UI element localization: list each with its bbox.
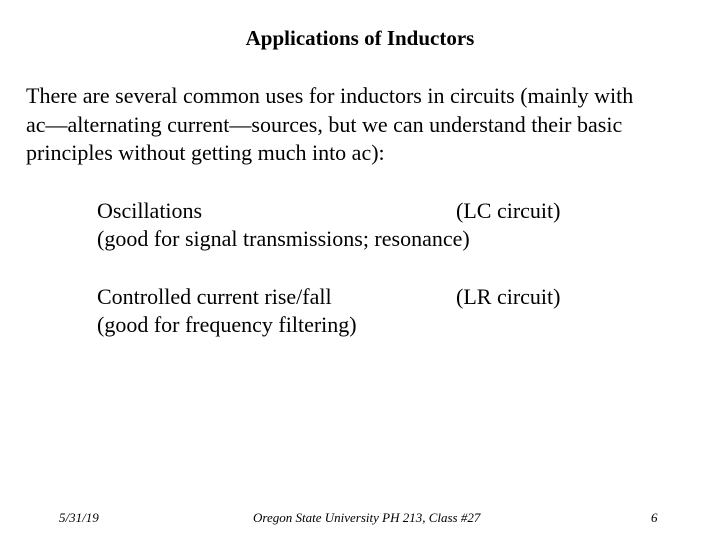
application-note: (good for frequency filtering) — [97, 312, 357, 337]
slide-title: Applications of Inductors — [245, 26, 475, 50]
application-name: Oscillations — [97, 198, 203, 223]
application-row — [97, 283, 697, 311]
application-note: (good for signal transmissions; resonance) — [97, 226, 470, 251]
application-circuit: (LR circuit) — [456, 284, 561, 309]
application-row — [97, 197, 697, 225]
intro-line: There are several common uses for inductors in circuits (mainly with — [26, 83, 634, 108]
application-item-oscillations — [97, 197, 697, 253]
footer-course: Oregon State University PH 213, Class #27 — [253, 510, 481, 525]
footer-date: 5/31/19 — [59, 510, 99, 525]
intro-line: principles without getting much into ac): — [26, 140, 385, 165]
application-name: Controlled current rise/fall — [97, 284, 332, 309]
intro-paragraph — [26, 82, 706, 168]
application-circuit: (LC circuit) — [456, 198, 561, 223]
footer-page-number: 6 — [651, 510, 658, 525]
intro-line: ac—alternating current—sources, but we can understand their basic — [26, 111, 623, 137]
application-item-controlled-current — [97, 283, 697, 339]
